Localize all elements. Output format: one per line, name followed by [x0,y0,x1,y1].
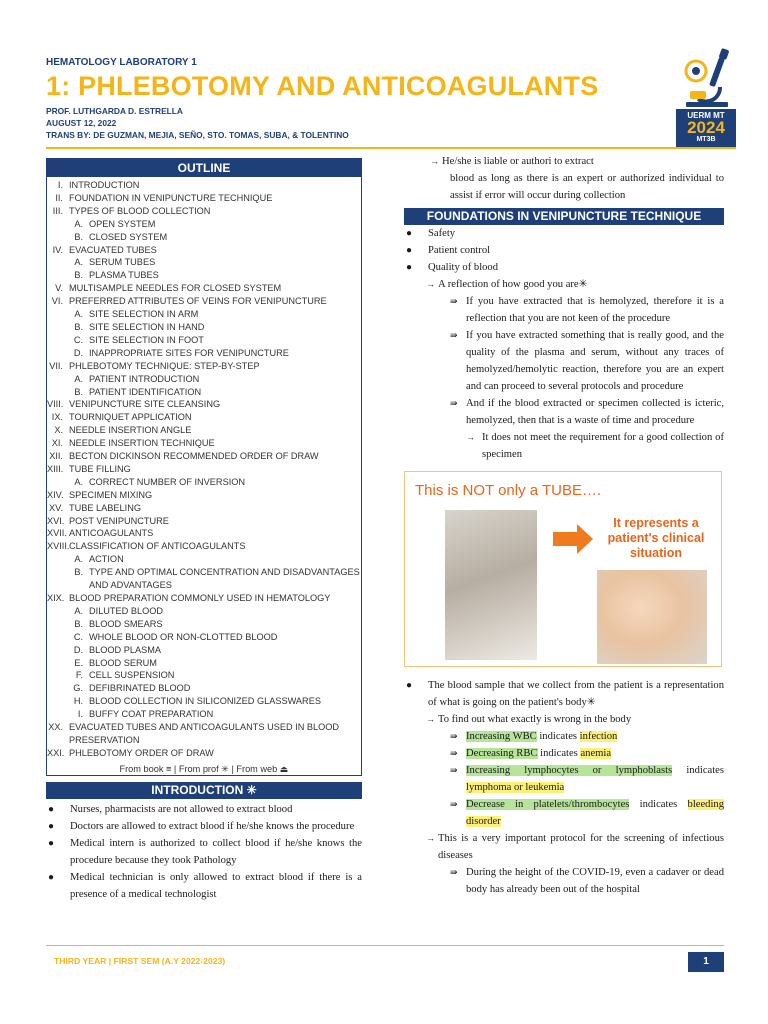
outline-item-label: INAPPROPRIATE SITES FOR VENIPUNCTURE [89,347,289,358]
outline-item-label: TUBE FILLING [69,463,131,474]
outline-item-label: PATIENT INTRODUCTION [89,373,200,384]
outline-item-label: BLOOD SMEARS [89,618,163,629]
transcribers: TRANS BY: DE GUZMAN, MEJIA, SEÑO, STO. TOMAS, SUBA, & TOLENTINO [46,130,349,140]
list-item: → A reflection of how good you are✳ [426,279,588,290]
outline-item-label: ANTICOAGULANTS [69,528,154,539]
outline-item-number: A. [74,605,83,616]
slide-title: This is NOT only a TUBE…. [415,482,602,499]
arrow-right-icon [553,524,593,554]
outline-item-label: TUBE LABELING [69,502,141,513]
outline-item [47,669,361,682]
outline-heading: OUTLINE [47,159,361,177]
outline-item [47,269,361,282]
list-item: ⇛ Increasing WBC indicates infection [450,731,618,742]
list-item: ⇛ If you have extracted something that is really good, and the quality of the plasma and serum, without any traces of hemolyzed/hemolytic reaction, therefore you are an expert and can proceed to several protocols and procedure [450,330,724,392]
outline-item-label: TOURNIQUET APPLICATION [69,412,192,423]
outline-item-number: VI. [51,296,63,307]
outline-item-label: SITE SELECTION IN HAND [89,321,205,332]
logo-badge [676,109,736,147]
outline-item-label: PHLEBOTOMY ORDER OF DRAW [69,747,214,758]
list-item: ⇛ During the height of the COVID-19, even a cadaver or dead body has already been out of the hospital [450,867,724,895]
outline-item [47,605,361,618]
outline-item-number: A. [74,309,83,320]
outline-item-label: MULTISAMPLE NEEDLES FOR CLOSED SYSTEM [69,283,282,294]
outline-item [47,244,361,257]
outline-item-label: WHOLE BLOOD OR NON-CLOTTED BLOOD [89,631,278,642]
phlebotomist-photo [445,510,537,660]
outline-item-label: TYPES OF BLOOD COLLECTION [69,205,211,216]
list-item: ● Medical intern is authorized to collect blood if he/she knows the procedure because they took Pathology [48,837,362,866]
outline-item-number: B. [74,321,83,332]
outline-item [47,334,361,347]
outline-item-label: EVACUATED TUBES AND ANTICOAGULANTS USED IN BLOOD PRESERVATION [69,722,340,745]
outline-item-label: CORRECT NUMBER OF INVERSION [89,476,246,487]
outline-item-label: EVACUATED TUBES [69,244,157,255]
list-item: → This is a very important protocol for the screening of infectious diseases [426,833,724,861]
outline-item [47,282,361,295]
outline-item [47,618,361,631]
outline-item-label: CELL SUSPENSION [89,670,175,681]
outline-item-label: CLASSIFICATION OF ANTICOAGULANTS [69,541,246,552]
outline-item-number: B. [74,231,83,242]
outline-item [47,489,361,502]
outline-item-label: CLOSED SYSTEM [89,231,168,242]
outline-item-label: DEFIBRINATED BLOOD [89,683,191,694]
outline-item-number: X. [54,425,63,436]
outline-item-number: XI. [51,438,63,449]
list-item: ⇛ And if the blood extracted or specimen collected is icteric, hemolyzed, then that is a waste of time and procedure [450,398,724,426]
outline-item [47,386,361,399]
list-item: ● Patient control [406,245,491,256]
list-item: ● Safety [406,228,456,239]
outline-item-number: A. [74,257,83,268]
outline-item [47,256,361,269]
outline-item-number: D. [73,644,83,655]
outline-item-label: PREFERRED ATTRIBUTES OF VEINS FOR VENIPUNCTURE [69,296,327,307]
outline-item-label: NEEDLE INSERTION TECHNIQUE [69,438,215,449]
uerm-logo [676,47,736,147]
outline-item-number: VII. [49,360,63,371]
outline-item [47,682,361,695]
outline-item-label: POST VENIPUNCTURE [69,515,169,526]
list-item: ⇛ Decreasing RBC indicates anemia [450,748,612,759]
outline-box [46,158,362,776]
list-item: ● The blood sample that we collect from the patient is a representation of what is going on the patient's body✳ [406,680,724,708]
outline-item [47,708,361,721]
outline-item-number: A. [74,554,83,565]
outline-item-label: TYPE AND OPTIMAL CONCENTRATION AND DISADVANTAGES AND ADVANTAGES [89,567,360,591]
outline-item-label: SITE SELECTION IN ARM [89,309,199,320]
header-divider [46,147,736,149]
outline-item [47,424,361,437]
baby-photo [597,570,707,664]
introduction-list [46,801,362,903]
outline-item [47,463,361,476]
outline-item [47,398,361,411]
outline-item-number: C. [73,631,83,642]
outline-item [47,695,361,708]
outline-item-label: ACTION [89,554,124,565]
outline-item-number: XVII. [47,528,67,539]
outline-item-number: V. [55,283,63,294]
right-column [404,153,724,898]
page-title: 1: PHLEBOTOMY AND ANTICOAGULANTS [46,71,599,101]
outline-item [47,644,361,657]
outline-item-number: G. [73,683,83,694]
list-item: ⇛ If you have extracted that is hemolyzed, therefore it is a reflection that you are not keen of the procedure [450,296,724,324]
outline-item-label: BUFFY COAT PREPARATION [89,709,214,720]
outline-item-number: XII. [49,451,63,462]
outline-item [47,502,361,515]
outline-item-number: D. [73,347,83,358]
slide-caption: It represents a patient's clinical situation [607,516,705,560]
outline-item-number: XIII. [47,463,64,474]
list-item: → He/she is liable or authori to extract [430,156,594,167]
lecture-date: AUGUST 12, 2022 [46,118,117,128]
outline-item [47,747,361,760]
list-item: ⇛ Decrease in platelets/thrombocytes indicates bleeding disorder [450,799,724,827]
outline-item-label: SPECIMEN MIXING [69,489,153,500]
outline-item [47,321,361,334]
outline-item [47,721,361,747]
logo-line1: UERM MT [687,111,725,120]
outline-item-number: XX. [48,722,63,733]
outline-item [47,411,361,424]
foundations-heading: FOUNDATIONS IN VENIPUNCTURE TECHNIQUE [404,208,724,225]
course-title: HEMATOLOGY LABORATORY 1 [46,57,197,68]
microscope-icon [676,47,736,109]
outline-item-label: SITE SELECTION IN FOOT [89,334,204,345]
outline-item [47,515,361,528]
list-item: ● Nurses, pharmacists are not allowed to extract blood [48,803,293,815]
outline-item-label: BLOOD PLASMA [89,644,161,655]
footer-divider [46,945,724,946]
outline-item-number: XIV. [47,489,64,500]
outline-item-number: A. [74,476,83,487]
outline-item-number: II. [55,192,63,203]
logo-year: 2024 [687,118,725,137]
outline-item-number: B. [74,618,83,629]
outline-item-label: BECTON DICKINSON RECOMMENDED ORDER OF DRAW [69,451,319,462]
outline-item-number: XXI. [47,747,65,758]
outline-item [47,553,361,566]
outline-item-number: I. [57,180,63,190]
outline-item [47,295,361,308]
outline-item [47,566,361,592]
outline-item [47,192,361,205]
outline-item-number: IX. [51,412,63,423]
outline-item-label: NEEDLE INSERTION ANGLE [69,425,192,436]
outline-item-number: IV. [52,244,63,255]
outline-item-label: INTRODUCTION [69,180,140,190]
logo-section: MT3B [696,136,716,143]
outline-item [47,218,361,231]
outline-item-label: PLASMA TUBES [89,270,159,281]
outline-item-label: SERUM TUBES [89,257,156,268]
outline-item-number: B. [74,386,83,397]
outline-item [47,631,361,644]
list-item: → To find out what exactly is wrong in the body [426,714,632,725]
outline-item-number: XV. [49,502,63,513]
outline-item-label: BLOOD PREPARATION COMMONLY USED IN HEMATOLOGY [69,593,331,603]
outline-item-number: I. [77,709,83,720]
outline-item [47,592,361,605]
slide-image [404,471,722,667]
outline-item [47,373,361,386]
outline-item-number: A. [74,218,83,229]
outline-list [47,177,361,764]
list-item: ⇛ Increasing lymphocytes or lymphoblasts indicates lymphoma or leukemia [450,765,724,793]
outline-item-number: H. [73,696,83,707]
outline-item-label: BLOOD SERUM [89,657,157,668]
outline-item-number: A. [74,373,83,384]
outline-item-number: C. [73,334,83,345]
introduction-heading: INTRODUCTION ✳ [46,782,362,799]
outline-item-label: BLOOD COLLECTION IN SILICONIZED GLASSWARES [89,696,321,707]
left-column [46,158,362,903]
outline-item-label: FOUNDATION IN VENIPUNCTURE TECHNIQUE [69,192,273,203]
outline-item-number: F. [75,670,83,681]
outline-item-number: B. [74,567,83,578]
outline-item-number: XIX. [47,593,65,603]
outline-item-number: B. [74,270,83,281]
list-item: → It does not meet the requirement for a good collection of specimen [466,432,724,460]
list-item: ● Medical technician is only allowed to extract blood if there is a presence of a medical technologist [48,871,362,900]
outline-item-number: VIII. [47,399,64,410]
outline-item [47,231,361,244]
outline-item [47,657,361,670]
outline-item-number: E. [74,657,83,668]
outline-item [47,437,361,450]
outline-item-label: PATIENT IDENTIFICATION [89,386,202,397]
outline-item [47,450,361,463]
outline-item-label: PHLEBOTOMY TECHNIQUE: STEP-BY-STEP [69,360,260,371]
page-number: 1 [688,952,724,972]
professor-name: PROF. LUTHGARDA D. ESTRELLA [46,106,183,116]
outline-item [47,476,361,489]
source-legend: From book ≡ | From prof ✳ | From web ⏏ [119,763,289,774]
outline-item [47,179,361,192]
outline-item-number: III. [52,205,63,216]
footer-text: THIRD YEAR | FIRST SEM (A.Y 2022-2023) [54,956,226,966]
list-item-continuation: blood as long as there is an expert or authorized individual to assist if error will occur during collection [450,173,724,201]
outline-item [47,527,361,540]
outline-item-number: XVIII. [47,541,70,552]
list-item: ● Quality of blood [406,262,499,273]
outline-item-label: DILUTED BLOOD [89,605,164,616]
outline-item [47,205,361,218]
outline-item-label: VENIPUNCTURE SITE CLEANSING [69,399,221,410]
outline-item-number: XVI. [47,515,65,526]
outline-item-label: OPEN SYSTEM [89,218,156,229]
outline-item [47,347,361,360]
outline-item [47,308,361,321]
outline-item [47,360,361,373]
list-item: ● Doctors are allowed to extract blood if he/she knows the procedure [48,820,355,832]
outline-item [47,540,361,553]
